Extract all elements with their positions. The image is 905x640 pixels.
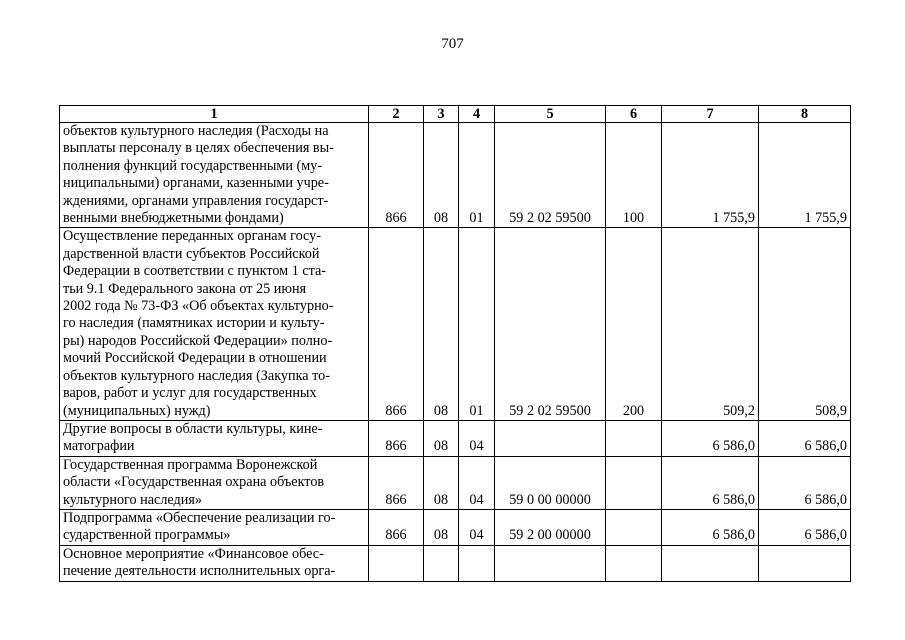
row-col-6 [606, 509, 662, 545]
row-col-5: 59 2 00 00000 [495, 509, 606, 545]
row-col-5: 59 0 00 00000 [495, 456, 606, 509]
row-col-3 [424, 545, 459, 581]
header-col-7: 7 [662, 106, 759, 123]
row-col-6: 100 [606, 123, 662, 228]
row-col-6 [606, 456, 662, 509]
row-col-3: 08 [424, 509, 459, 545]
row-col-2: 866 [369, 456, 424, 509]
header-col-3: 3 [424, 106, 459, 123]
row-col-4: 04 [459, 420, 495, 456]
row-description: Другие вопросы в области культуры, кине- матографии [60, 420, 369, 456]
page-number: 707 [441, 36, 464, 52]
row-col-4: 01 [459, 123, 495, 228]
row-col-2: 866 [369, 509, 424, 545]
row-col-3: 08 [424, 456, 459, 509]
row-col-4 [459, 545, 495, 581]
row-col-5 [495, 545, 606, 581]
row-col-7: 1 755,9 [662, 123, 759, 228]
row-col-6 [606, 545, 662, 581]
row-description: Основное мероприятие «Финансовое обес- печение деятельности исполнительных орга- [60, 545, 369, 581]
row-col-7: 6 586,0 [662, 420, 759, 456]
table-row [60, 420, 851, 456]
table-row [60, 509, 851, 545]
table-row [60, 123, 851, 228]
header-col-2: 2 [369, 106, 424, 123]
header-col-8: 8 [759, 106, 851, 123]
row-description: Осуществление переданных органам госу- дарственной власти субъектов Российской Федерации в соответствии с пунктом 1 ста- тьи 9.1 Федерального закона от 25 июня 2002 года № 73-ФЗ «Об объектах культурно- го наследия (памятниках истории и культу- ры) народов Российской Федерации» полно- мочий Российской Федерации в отношении объектов культурного наследия (Закупка то- варов, работ и услуг для государственных (муниципальных) нужд) [60, 228, 369, 420]
row-col-8: 6 586,0 [759, 509, 851, 545]
row-col-7 [662, 545, 759, 581]
row-col-2: 866 [369, 123, 424, 228]
row-description: объектов культурного наследия (Расходы на выплаты персоналу в целях обеспечения вы- полнения функций государственными (му- ниципальными) органами, казенными учре- ждениями, органами управления государст- венными внебюджетными фондами) [60, 123, 369, 228]
header-col-6: 6 [606, 106, 662, 123]
row-col-8: 1 755,9 [759, 123, 851, 228]
row-col-2: 866 [369, 228, 424, 420]
row-col-3: 08 [424, 420, 459, 456]
row-col-2 [369, 545, 424, 581]
row-col-8: 508,9 [759, 228, 851, 420]
row-col-4: 04 [459, 509, 495, 545]
row-col-5: 59 2 02 59500 [495, 228, 606, 420]
row-col-3: 08 [424, 228, 459, 420]
row-description: Подпрограмма «Обеспечение реализации го- сударственной программы» [60, 509, 369, 545]
row-col-4: 04 [459, 456, 495, 509]
row-col-5: 59 2 02 59500 [495, 123, 606, 228]
row-col-7: 6 586,0 [662, 509, 759, 545]
header-col-1: 1 [60, 106, 369, 123]
row-col-4: 01 [459, 228, 495, 420]
table-row [60, 456, 851, 509]
row-col-7: 6 586,0 [662, 456, 759, 509]
header-col-4: 4 [459, 106, 495, 123]
row-description: Государственная программа Воронежской области «Государственная охрана объектов культурного наследия» [60, 456, 369, 509]
row-col-6: 200 [606, 228, 662, 420]
row-col-6 [606, 420, 662, 456]
row-col-5 [495, 420, 606, 456]
row-col-8: 6 586,0 [759, 420, 851, 456]
header-col-5: 5 [495, 106, 606, 123]
row-col-7: 509,2 [662, 228, 759, 420]
table-row [60, 545, 851, 581]
budget-table [59, 105, 851, 582]
row-col-2: 866 [369, 420, 424, 456]
row-col-3: 08 [424, 123, 459, 228]
row-col-8: 6 586,0 [759, 456, 851, 509]
row-col-8 [759, 545, 851, 581]
table-header-row [60, 106, 851, 123]
table-row [60, 228, 851, 420]
